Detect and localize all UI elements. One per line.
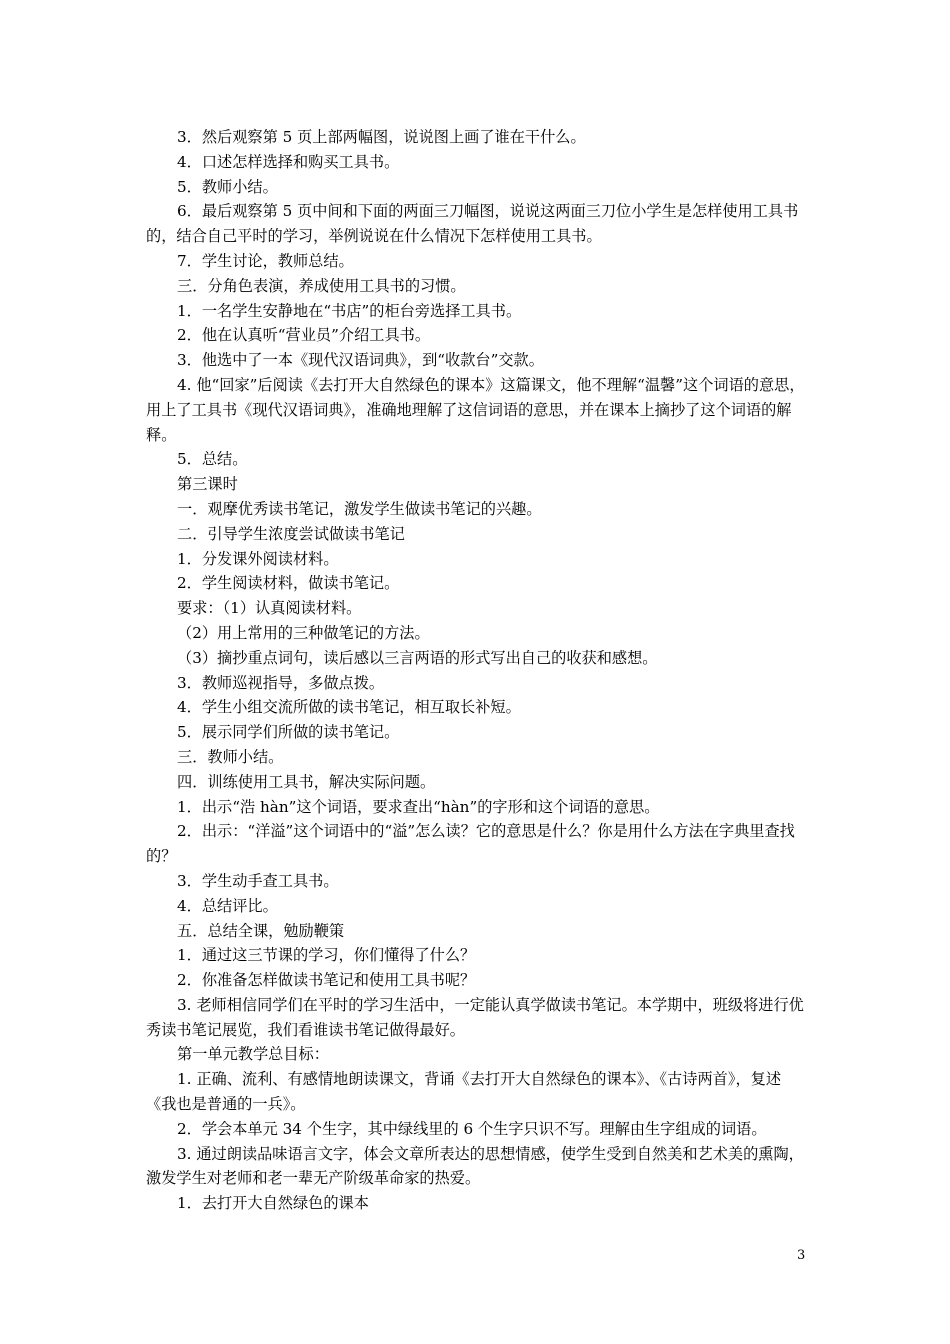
paragraph: 1．去打开大自然绿色的课本 xyxy=(177,1194,369,1213)
paragraph: （2）用上常用的三种做笔记的方法。 xyxy=(177,623,430,642)
page-number: 3 xyxy=(797,1248,806,1263)
section-heading: 三．分角色表演，养成使用工具书的习惯。 xyxy=(177,276,466,295)
paragraph: 4. 他“回家”后阅读《去打开大自然绿色的课本》这篇课文，他不理解“温馨”这个词语的意思，用上了工具书《现代汉语词典》，准确地理解了这信词语的意思，并在课本上摘抄了这个词语的解释。 xyxy=(146,375,805,444)
paragraph: 2．他在认真听“营业员”介绍工具书。 xyxy=(177,326,431,345)
paragraph: 3. 通过朗读品味语言文字，体会文章所表达的思想情感，使学生受到自然美和艺术美的熏陶，激发学生对老师和老一辈无产阶级革命家的热爱。 xyxy=(146,1144,804,1188)
paragraph: 4．学生小组交流所做的读书笔记，相互取长补短。 xyxy=(177,698,521,717)
paragraph: 3. 老师相信同学们在平时的学习生活中，一定能认真学做读书笔记。本学期中，班级将进行优秀读书笔记展览，我们看谁读书笔记做得最好。 xyxy=(146,995,804,1039)
paragraph: 3．他选中了一本《现代汉语词典》，到“收款台”交款。 xyxy=(177,351,544,370)
paragraph: 4．总结评比。 xyxy=(177,896,278,915)
document-body xyxy=(146,125,806,1216)
paragraph: 3．教师巡视指导，多做点拨。 xyxy=(177,673,385,692)
paragraph: 2．学会本单元 34 个生字，其中绿线里的 6 个生字只识不写。理解由生字组成的词语。 xyxy=(177,1119,767,1138)
paragraph: 3．然后观察第 5 页上部两幅图，说说图上画了谁在干什么。 xyxy=(177,128,586,146)
section-heading: 四．训练使用工具书，解决实际问题。 xyxy=(177,772,436,791)
paragraph: 2．出示：“洋溢”这个词语中的“溢”怎么读？它的意思是什么？你是用什么方法在字典里查找的？ xyxy=(146,822,795,866)
section-heading: 三．教师小结。 xyxy=(177,747,284,766)
paragraph: 要求：（1）认真阅读材料。 xyxy=(177,599,362,618)
section-heading: 五．总结全课，勉励鞭策 xyxy=(177,921,345,940)
paragraph: 5．总结。 xyxy=(177,450,248,469)
paragraph: 1．一名学生安静地在“书店”的柜台旁选择工具书。 xyxy=(177,301,522,320)
lesson-heading: 第三课时 xyxy=(177,475,238,494)
paragraph: 7．学生讨论，教师总结。 xyxy=(177,251,354,270)
paragraph: （3）摘抄重点词句，读后感以三言两语的形式写出自己的收获和感想。 xyxy=(177,648,658,667)
paragraph: 3．学生动手查工具书。 xyxy=(177,871,339,890)
unit-heading: 第一单元教学总目标： xyxy=(177,1045,329,1064)
section-heading: 一．观摩优秀读书笔记，激发学生做读书笔记的兴趣。 xyxy=(177,499,542,518)
paragraph: 1．通过这三节课的学习，你们懂得了什么？ xyxy=(177,946,476,965)
paragraph: 1．分发课外阅读材料。 xyxy=(177,549,339,568)
paragraph: 2．你准备怎样做读书笔记和使用工具书呢？ xyxy=(177,971,476,990)
section-heading: 二．引导学生浓度尝试做读书笔记 xyxy=(177,524,405,543)
paragraph: 6．最后观察第 5 页中间和下面的两面三刀幅图，说说这两面三刀位小学生是怎样使用工具书的，结合自己平时的学习，举例说说在什么情况下怎样使用工具书。 xyxy=(146,202,799,246)
paragraph: 2．学生阅读材料，做读书笔记。 xyxy=(177,574,400,593)
paragraph: 5．教师小结。 xyxy=(177,177,278,196)
paragraph: 1. 正确、流利、有感情地朗读课文，背诵《去打开大自然绿色的课本》、《古诗两首》，复述《我也是普通的一兵》。 xyxy=(146,1070,782,1114)
paragraph: 5．展示同学们所做的读书笔记。 xyxy=(177,723,400,742)
paragraph: 1．出示“浩 hàn”这个词语，要求查出“hàn”的字形和这个词语的意思。 xyxy=(177,797,660,816)
paragraph: 4．口述怎样选择和购买工具书。 xyxy=(177,152,400,171)
